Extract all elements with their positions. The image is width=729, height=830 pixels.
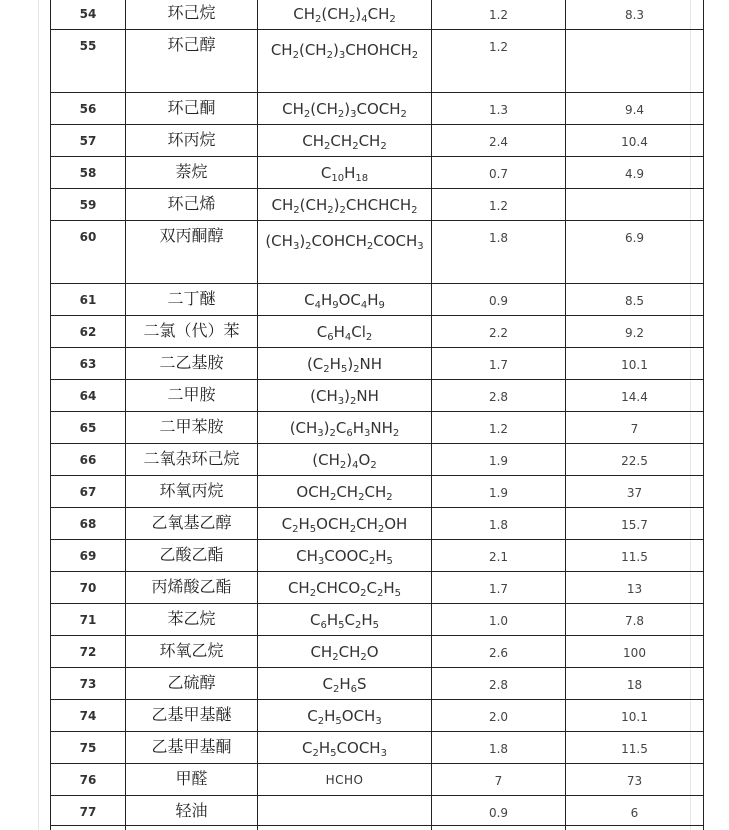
cell-number-text: 70 (79, 581, 97, 595)
table-row (51, 0, 704, 30)
cell-number (51, 284, 126, 316)
cell-value-1 (432, 604, 566, 636)
table-row (51, 157, 704, 189)
cell-value-2 (566, 604, 704, 636)
cell-name-text: 环己酮 (167, 98, 216, 117)
cell-number (51, 157, 126, 189)
cell-formula (258, 348, 432, 380)
cell-value-2 (566, 476, 704, 508)
cell-value-1-text: 1.8 (488, 231, 509, 245)
cell-name-text: 乙基甲基酮 (151, 737, 232, 756)
cell-formula-text: $C_6H_4Cl_2$ (316, 323, 373, 343)
cell-name-text: 萘烷 (175, 162, 208, 181)
cell-value-2 (566, 189, 704, 221)
cell-value-1 (432, 636, 566, 668)
cell-value-2 (566, 412, 704, 444)
cell-empty (51, 826, 126, 830)
cell-name-text: 双丙酮醇 (159, 226, 224, 245)
cell-value-1-text: 1.2 (488, 8, 509, 22)
cell-formula (258, 189, 432, 221)
cell-number-text: 68 (79, 517, 97, 531)
cell-value-1 (432, 444, 566, 476)
cell-value-2 (566, 30, 704, 93)
cell-value-1-text: 0.9 (488, 806, 509, 820)
cell-value-1 (432, 125, 566, 157)
cell-name-text: 环丙烷 (167, 130, 216, 149)
cell-name (126, 540, 258, 572)
cell-name (126, 668, 258, 700)
cell-value-1 (432, 540, 566, 572)
table-row (51, 30, 704, 93)
table-row (51, 700, 704, 732)
cell-formula-text: $(C_2H_5)_2NH$ (306, 355, 383, 375)
cell-number-text: 57 (79, 134, 97, 148)
cell-value-2-text: 100 (623, 646, 646, 660)
cell-number-text: 72 (79, 645, 97, 659)
cell-name-text: 二氧杂环己烷 (143, 449, 240, 468)
cell-number-text: 77 (79, 805, 97, 819)
cell-value-1 (432, 221, 566, 284)
cell-value-2-text: 7.8 (624, 614, 645, 628)
cell-name-text: 环氧丙烷 (159, 481, 224, 500)
table-row (51, 572, 704, 604)
cell-number (51, 732, 126, 764)
cell-number (51, 380, 126, 412)
cell-formula-text: $CH_2CH_2CH_2$ (302, 132, 387, 152)
cell-name-text: 二甲胺 (167, 385, 216, 404)
cell-value-1 (432, 348, 566, 380)
cell-formula (258, 508, 432, 540)
cell-value-1-text: 1.7 (488, 358, 509, 372)
cell-number (51, 796, 126, 826)
cell-value-2-text: 9.2 (624, 326, 645, 340)
cell-value-2-text: 11.5 (621, 550, 648, 564)
cell-formula (258, 316, 432, 348)
cell-value-1-text: 1.0 (488, 614, 509, 628)
cell-formula (258, 157, 432, 189)
cell-number-text: 59 (79, 198, 97, 212)
data-table (50, 0, 704, 830)
table-row (51, 668, 704, 700)
cell-name (126, 221, 258, 284)
cell-number-text: 67 (79, 485, 97, 499)
cell-number (51, 476, 126, 508)
cell-value-2-text (566, 189, 703, 196)
cell-value-2 (566, 221, 704, 284)
table-row (51, 796, 704, 826)
cell-value-1 (432, 189, 566, 221)
cell-formula-text: $CH_2(CH_2)_2CHCHCH_2$ (271, 196, 418, 216)
cell-formula (258, 540, 432, 572)
cell-number-text: 66 (79, 453, 97, 467)
cell-name-text: 轻油 (175, 801, 208, 820)
cell-value-1 (432, 380, 566, 412)
cell-number (51, 636, 126, 668)
cell-name-text: 乙硫醇 (167, 673, 216, 692)
cell-value-1 (432, 93, 566, 125)
cell-name (126, 796, 258, 826)
cell-number (51, 316, 126, 348)
cell-value-1-text: 1.9 (488, 486, 509, 500)
cell-value-2-text: 8.5 (624, 294, 645, 308)
cell-formula (258, 93, 432, 125)
cell-value-2-text: 22.5 (621, 454, 648, 468)
cell-name (126, 380, 258, 412)
cell-number (51, 0, 126, 30)
cell-value-1 (432, 284, 566, 316)
cell-formula-text (258, 796, 431, 801)
cell-number-text: 71 (79, 613, 97, 627)
cell-value-2 (566, 0, 704, 30)
cell-value-1 (432, 668, 566, 700)
cell-value-1-text: 1.3 (488, 103, 509, 117)
table-row (51, 125, 704, 157)
cell-formula-text: $C_2H_5OCH_3$ (307, 707, 382, 727)
cell-value-1-text: 1.8 (488, 518, 509, 532)
cell-formula-text: HCHO (325, 773, 364, 787)
cell-value-2-text: 9.4 (624, 103, 645, 117)
cell-value-2-text: 37 (626, 486, 643, 500)
table-row (51, 476, 704, 508)
cell-value-1-text: 7 (494, 774, 503, 788)
cell-value-2 (566, 316, 704, 348)
cell-empty (566, 826, 704, 830)
cell-name (126, 572, 258, 604)
cell-name-text: 乙酸乙酯 (159, 545, 224, 564)
cell-name-text: 环己烷 (167, 3, 216, 22)
cell-formula (258, 604, 432, 636)
cell-formula-text: $OCH_2CH_2CH_2$ (296, 483, 393, 503)
table-row (51, 189, 704, 221)
cell-value-2 (566, 93, 704, 125)
cell-value-1 (432, 732, 566, 764)
cell-value-2 (566, 764, 704, 796)
cell-value-2-text: 18 (626, 678, 643, 692)
cell-value-2 (566, 444, 704, 476)
cell-number-text: 64 (79, 389, 97, 403)
cell-number-text: 60 (79, 230, 97, 244)
cell-name (126, 0, 258, 30)
table-row (51, 93, 704, 125)
cell-formula-text: $(CH_3)_2NH$ (310, 387, 379, 407)
cell-empty (126, 826, 258, 830)
table-row (51, 316, 704, 348)
cell-formula-text: $(CH_2)_4O_2$ (312, 451, 377, 471)
cell-value-1 (432, 700, 566, 732)
cell-name (126, 444, 258, 476)
cell-formula (258, 476, 432, 508)
cell-name-text: 二氯（代）苯 (143, 321, 240, 340)
cell-formula (258, 636, 432, 668)
cell-formula (258, 412, 432, 444)
cell-formula-text: $CH_2CH_2O$ (310, 643, 379, 663)
cell-value-2 (566, 540, 704, 572)
cell-number-text: 55 (79, 39, 97, 53)
cell-value-1-text: 1.8 (488, 742, 509, 756)
cell-value-2-text: 15.7 (621, 518, 648, 532)
cell-name-text: 环己醇 (167, 35, 216, 54)
table-row (51, 764, 704, 796)
cell-value-2-text: 4.9 (624, 167, 645, 181)
cell-formula-text: $CH_2(CH_2)_3CHOHCH_2$ (270, 41, 419, 61)
cell-value-2 (566, 284, 704, 316)
cell-name (126, 700, 258, 732)
cell-value-2 (566, 508, 704, 540)
cell-formula (258, 380, 432, 412)
cell-number (51, 189, 126, 221)
cell-value-1-text: 2.8 (488, 390, 509, 404)
cell-value-1-text: 1.2 (488, 40, 509, 54)
cell-value-2-text: 11.5 (621, 742, 648, 756)
cell-value-2-text: 6 (630, 806, 639, 820)
cell-name-text: 乙基甲基醚 (151, 705, 232, 724)
table-row (51, 348, 704, 380)
cell-number (51, 30, 126, 93)
cell-name (126, 189, 258, 221)
cell-number-text: 56 (79, 102, 97, 116)
table-row (51, 444, 704, 476)
cell-value-1-text: 0.7 (488, 167, 509, 181)
cell-number (51, 508, 126, 540)
cell-name-text: 二丁醚 (167, 289, 216, 308)
cell-value-2-text: 8.3 (624, 8, 645, 22)
cell-value-1-text: 2.8 (488, 678, 509, 692)
cell-value-1-text: 2.4 (488, 135, 509, 149)
cell-name-text: 环己烯 (167, 194, 216, 213)
cell-number (51, 764, 126, 796)
table-row (51, 604, 704, 636)
cell-value-2-text: 10.4 (621, 135, 648, 149)
cell-value-1-text: 1.7 (488, 582, 509, 596)
cell-name-text: 苯乙烷 (167, 609, 216, 628)
table-row (51, 284, 704, 316)
cell-value-2-text: 10.1 (621, 358, 648, 372)
cell-value-1-text: 1.2 (488, 422, 509, 436)
cell-name (126, 508, 258, 540)
cell-value-1 (432, 0, 566, 30)
cell-number-text: 54 (79, 7, 97, 21)
cell-value-2 (566, 348, 704, 380)
cell-value-1-text: 2.1 (488, 550, 509, 564)
cell-value-1-text: 0.9 (488, 294, 509, 308)
cell-value-1 (432, 30, 566, 93)
cell-value-2 (566, 157, 704, 189)
cell-number-text: 58 (79, 166, 97, 180)
cell-name (126, 30, 258, 93)
table-row (51, 732, 704, 764)
cell-value-1 (432, 764, 566, 796)
cell-number (51, 668, 126, 700)
cell-value-1 (432, 796, 566, 826)
cell-name (126, 125, 258, 157)
cell-formula-text: $CH_3COOC_2H_5$ (296, 547, 393, 567)
cell-number (51, 700, 126, 732)
cell-formula-text: $C_{10}H_{18}$ (320, 164, 369, 184)
cell-name (126, 157, 258, 189)
table-row (51, 508, 704, 540)
cell-value-1 (432, 572, 566, 604)
cell-formula-text: $C_2H_5COCH_3$ (302, 739, 387, 759)
cell-value-2 (566, 380, 704, 412)
cell-value-1-text: 2.6 (488, 646, 509, 660)
cell-formula (258, 700, 432, 732)
cell-name (126, 284, 258, 316)
cell-number (51, 221, 126, 284)
cell-formula (258, 764, 432, 796)
cell-value-1 (432, 412, 566, 444)
cell-value-2-text: 7 (630, 422, 639, 436)
cell-number-text: 73 (79, 677, 97, 691)
cell-name (126, 476, 258, 508)
table-row-partial (51, 826, 704, 830)
cell-formula (258, 732, 432, 764)
cell-number-text: 61 (79, 293, 97, 307)
cell-value-2 (566, 732, 704, 764)
cell-number-text: 74 (79, 709, 97, 723)
cell-value-2-text: 6.9 (624, 231, 645, 245)
cell-number (51, 125, 126, 157)
cell-name (126, 316, 258, 348)
cell-formula-text: $CH_2CHCO_2C_2H_5$ (287, 579, 402, 599)
cell-name (126, 636, 258, 668)
cell-value-1 (432, 157, 566, 189)
cell-value-2-text: 13 (626, 582, 643, 596)
cell-formula (258, 796, 432, 826)
cell-number (51, 540, 126, 572)
cell-value-1-text: 1.2 (488, 199, 509, 213)
cell-name (126, 732, 258, 764)
cell-number (51, 444, 126, 476)
cell-value-1 (432, 508, 566, 540)
cell-value-2 (566, 700, 704, 732)
table-body (51, 0, 704, 830)
cell-number (51, 572, 126, 604)
cell-value-1-text: 2.0 (488, 710, 509, 724)
cell-value-1 (432, 316, 566, 348)
cell-name-text: 二甲苯胺 (159, 417, 224, 436)
cell-name-text: 乙氧基乙醇 (151, 513, 232, 532)
cell-formula (258, 0, 432, 30)
cell-formula (258, 668, 432, 700)
cell-name (126, 604, 258, 636)
cell-name-text: 丙烯酸乙酯 (151, 577, 232, 596)
cell-empty (258, 826, 432, 830)
cell-value-2-text: 73 (626, 774, 643, 788)
cell-formula-text: $(CH_3)_2COHCH_2COCH_3$ (265, 232, 424, 252)
cell-formula (258, 444, 432, 476)
table-row (51, 636, 704, 668)
cell-formula (258, 30, 432, 93)
table-row (51, 221, 704, 284)
cell-value-2 (566, 668, 704, 700)
cell-empty (432, 826, 566, 830)
cell-number-text: 63 (79, 357, 97, 371)
cell-number (51, 412, 126, 444)
cell-formula-text: $(CH_3)_2C_6H_3NH_2$ (289, 419, 400, 439)
cell-number (51, 348, 126, 380)
cell-formula (258, 221, 432, 284)
cell-value-1-text: 1.9 (488, 454, 509, 468)
cell-number-text: 69 (79, 549, 97, 563)
cell-formula (258, 572, 432, 604)
cell-formula-text: $C_2H_6S$ (322, 675, 367, 695)
cell-number-text: 62 (79, 325, 97, 339)
cell-formula-text: $C_4H_9OC_4H_9$ (304, 291, 385, 311)
cell-name-text: 环氧乙烷 (159, 641, 224, 660)
cell-value-2-text: 14.4 (621, 390, 648, 404)
cell-formula-text: $CH_2(CH_2)_4CH_2$ (293, 5, 396, 25)
table-row (51, 380, 704, 412)
cell-name (126, 348, 258, 380)
cell-number (51, 604, 126, 636)
cell-formula (258, 125, 432, 157)
cell-name-text: 甲醛 (175, 769, 208, 788)
cell-number-text: 75 (79, 741, 97, 755)
cell-value-2 (566, 796, 704, 826)
cell-value-2 (566, 636, 704, 668)
cell-name (126, 93, 258, 125)
cell-number (51, 93, 126, 125)
cell-number-text: 76 (79, 773, 97, 787)
cell-value-2-text: 10.1 (621, 710, 648, 724)
cell-formula-text: $C_6H_5C_2H_5$ (309, 611, 380, 631)
table-row (51, 412, 704, 444)
cell-name-text: 二乙基胺 (159, 353, 224, 372)
cell-value-1 (432, 476, 566, 508)
cell-name (126, 412, 258, 444)
cell-value-2 (566, 572, 704, 604)
cell-name (126, 764, 258, 796)
cell-value-1-text: 2.2 (488, 326, 509, 340)
cell-value-2-text (566, 30, 703, 37)
cell-number-text: 65 (79, 421, 97, 435)
cell-value-2 (566, 125, 704, 157)
cell-formula-text: $CH_2(CH_2)_3COCH_2$ (282, 100, 407, 120)
cell-formula-text: $C_2H_5OCH_2CH_2OH$ (281, 515, 408, 535)
cell-formula (258, 284, 432, 316)
table-row (51, 540, 704, 572)
